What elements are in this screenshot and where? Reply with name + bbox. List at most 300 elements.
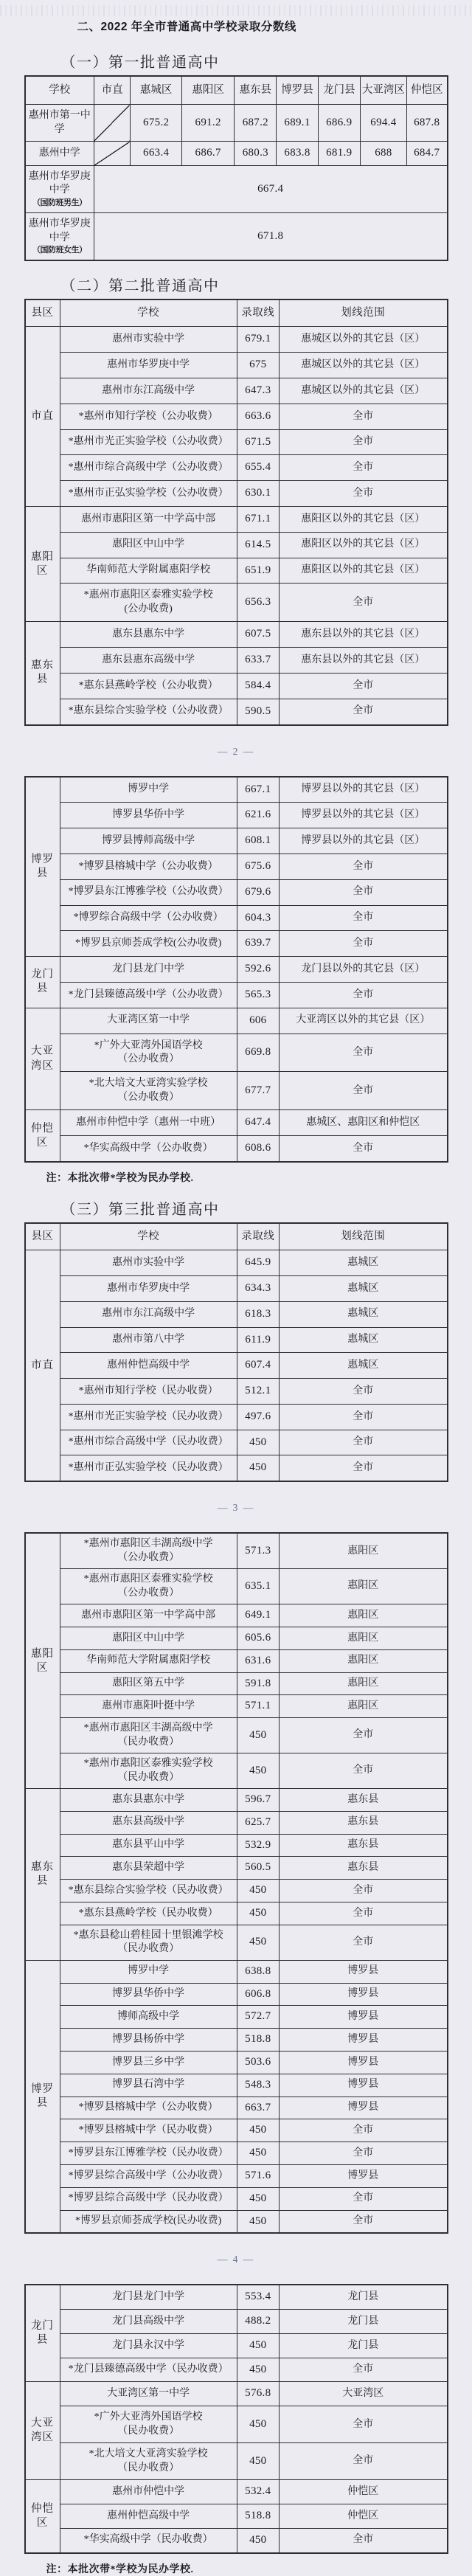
table-row [25, 2142, 448, 2165]
score-cell: 647.3 [237, 378, 279, 404]
column-header: 县区 [25, 1223, 60, 1250]
table-row [25, 854, 448, 879]
score-cell: 633.7 [237, 648, 279, 674]
batch2-note: 注：本批次带*学校为民办学校. [46, 1172, 194, 1184]
score-cell: 671.5 [237, 429, 279, 455]
score-cell: 630.1 [237, 481, 279, 507]
score-cell: 679.6 [237, 879, 279, 905]
table-row [25, 2310, 448, 2334]
score-cell: 572.7 [237, 2006, 279, 2029]
school-cell: *博罗县综合高级中学（民办收费） [60, 2187, 237, 2210]
school-cell: *龙门县臻德高级中学（民办收费） [60, 2358, 237, 2382]
range-cell: 全市 [279, 854, 447, 879]
school-cell: *博罗县榕城中学（公办收费） [60, 854, 237, 879]
school-cell: 惠州市仲恺中学 [60, 2480, 237, 2504]
table-row [25, 327, 448, 353]
school-cell: 惠州市华罗庚中学 （国防班男生） [25, 165, 94, 212]
school-cell: *博罗县京师荟成学校(民办收费) [60, 2210, 237, 2233]
school-cell: 惠州市实验中学 [60, 327, 237, 353]
score-cell: 571.3 [237, 1533, 279, 1568]
range-cell: 惠城区以外的其它县（区） [279, 353, 447, 378]
table-row [25, 777, 448, 803]
school-cell: 龙门县龙门中学 [60, 2285, 237, 2309]
table-row [25, 2164, 448, 2187]
range-cell: 惠阳区 [279, 1533, 447, 1568]
school-cell: *博罗县东江博雅学校（公办收费） [60, 879, 237, 905]
score-cell: 590.5 [237, 699, 279, 724]
school-cell: *广外大亚湾外国语学校 （公办收费） [60, 1033, 237, 1072]
score-cell: 649.1 [237, 1604, 279, 1627]
table-row [25, 1649, 448, 1672]
school-cell: 惠州市华罗庚中学 [60, 353, 237, 378]
score-cell: 663.7 [237, 2097, 279, 2119]
table-row [25, 1430, 448, 1455]
score-cell: 638.8 [237, 1960, 279, 1983]
score-cell: 512.1 [237, 1379, 279, 1405]
score-cell: 571.6 [237, 2164, 279, 2187]
range-cell: 惠城区 [279, 1275, 447, 1301]
range-cell: 惠阳区以外的其它县（区） [279, 532, 447, 558]
school-cell: 博罗县华侨中学 [60, 1983, 237, 2006]
table-row [25, 699, 448, 724]
school-cell: 博罗县三乡中学 [60, 2051, 237, 2074]
range-cell: 大亚湾区 [279, 2382, 447, 2406]
school-cell: 惠州市华罗庚中学 （国防班女生） [25, 213, 94, 261]
score-cell: 663.6 [237, 404, 279, 429]
range-cell: 惠东县 [279, 1834, 447, 1857]
range-cell: 全市 [279, 1136, 447, 1162]
column-header: 惠阳区 [182, 76, 235, 105]
score-cell: 450 [237, 2187, 279, 2210]
table-row [25, 353, 448, 378]
table-row [25, 2480, 448, 2504]
school-cell: 博罗县博师高级中学 [60, 828, 237, 854]
score-cell: 450 [237, 2333, 279, 2358]
school-cell: 惠州市东江高级中学 [60, 378, 237, 404]
county-cell: 市直 [25, 1250, 60, 1482]
score-cell: 596.7 [237, 1789, 279, 1812]
school-cell: *广外大亚湾外国语学校 （民办收费） [60, 2406, 237, 2443]
table-row [25, 2285, 448, 2309]
score-cell: 450 [237, 1902, 279, 1925]
score-cell: 679.1 [237, 327, 279, 353]
range-cell: 惠城区 [279, 1327, 447, 1353]
school-cell: 博罗县华侨中学 [60, 803, 237, 828]
score-cell: 450 [237, 1880, 279, 1902]
school-cell: 惠州市惠阳叶挺中学 [60, 1695, 237, 1718]
school-cell: *龙门县臻德高级中学（公办收费） [60, 982, 237, 1008]
table-row [25, 879, 448, 905]
range-cell: 全市 [279, 1718, 447, 1753]
header-row [25, 76, 448, 105]
school-cell: 惠州中学 [25, 142, 94, 166]
range-cell: 惠阳区以外的其它县（区） [279, 507, 447, 533]
school-cell: *华实高级中学（公办收费） [60, 1136, 237, 1162]
school-cell: 惠州市仲恺中学（惠州一中班） [60, 1110, 237, 1136]
range-cell: 博罗县 [279, 2006, 447, 2029]
score-cell: 592.6 [237, 957, 279, 983]
score-cell: 607.5 [237, 622, 279, 648]
page-number-2: — 2 — [217, 745, 255, 757]
score-cell: 671.1 [237, 507, 279, 533]
table-row [25, 2097, 448, 2119]
table-row [25, 982, 448, 1008]
column-header: 大亚湾区 [360, 76, 406, 105]
school-cell: *惠州市正弘实验学校（民办收费） [60, 1455, 237, 1481]
school-subtitle: （国防班男生） [32, 198, 87, 207]
score-cell: 675 [237, 353, 279, 378]
range-cell: 惠阳区以外的其它县（区） [279, 558, 447, 584]
table-row [25, 2029, 448, 2052]
table-row [25, 2504, 448, 2528]
merged-score-cell: 671.8 [94, 213, 447, 261]
range-cell: 惠阳区 [279, 1649, 447, 1672]
range-cell: 博罗县 [279, 2074, 447, 2097]
county-cell: 惠东县 [25, 622, 60, 725]
county-cell: 大亚湾区 [25, 2382, 60, 2480]
batch3-table-page3 [24, 1532, 448, 2234]
score-cell: 450 [237, 1718, 279, 1753]
column-header: 划线范围 [279, 300, 447, 327]
school-cell: *惠州市惠阳区丰湖高级中学 （公办收费） [60, 1533, 237, 1568]
score-cell: 450 [237, 1753, 279, 1789]
table-row [25, 2406, 448, 2443]
table-row [25, 1811, 448, 1834]
empty-diagonal-cell [94, 142, 130, 166]
range-cell: 全市 [279, 404, 447, 429]
table-row [25, 2006, 448, 2029]
score-cell: 488.2 [237, 2310, 279, 2334]
table-row [25, 532, 448, 558]
table-row [25, 957, 448, 983]
range-cell: 惠城区以外的其它县（区） [279, 327, 447, 353]
school-cell: *北大培文大亚湾实验学校 （民办收费） [60, 2443, 237, 2480]
scan-noise-texture [0, 5, 472, 16]
table-row [25, 1718, 448, 1753]
score-cell: 669.8 [237, 1033, 279, 1072]
range-cell: 博罗县 [279, 2097, 447, 2119]
batch3-table-page2 [24, 1222, 448, 1482]
table-row [25, 673, 448, 699]
merged-score-cell: 667.4 [94, 165, 447, 212]
school-cell: 大亚湾区第一中学 [60, 2382, 237, 2406]
range-cell: 博罗县 [279, 2164, 447, 2187]
table-row [25, 2528, 448, 2552]
school-cell: *北大培文大亚湾实验学校 （公办收费） [60, 1072, 237, 1110]
table-row [25, 2074, 448, 2097]
score-cell: 663.4 [131, 142, 182, 166]
range-cell: 惠城区 [279, 1250, 447, 1276]
range-cell: 全市 [279, 879, 447, 905]
batch3-note: 注：本批次带*学校为民办学校. [46, 2563, 194, 2575]
county-cell: 龙门县 [25, 957, 60, 1008]
school-cell: *博罗县综合高级中学（公办收费） [60, 2164, 237, 2187]
column-header: 龙门县 [318, 76, 360, 105]
school-cell: *惠州市综合高级中学（民办收费） [60, 1430, 237, 1455]
school-cell: *惠州市知行学校（民办收费） [60, 1379, 237, 1405]
score-cell: 691.2 [182, 105, 235, 142]
range-cell: 惠东县以外的其它县（区） [279, 622, 447, 648]
column-header: 仲恺区 [406, 76, 447, 105]
table-row [25, 105, 448, 142]
range-cell: 博罗县以外的其它县（区） [279, 777, 447, 803]
school-cell: 惠东县惠东中学 [60, 1789, 237, 1812]
school-cell: *惠州市综合高级中学（公办收费） [60, 455, 237, 481]
county-cell: 博罗县 [25, 1960, 60, 2233]
score-cell: 689.1 [277, 105, 318, 142]
score-cell: 450 [237, 2358, 279, 2382]
table-row [25, 1301, 448, 1327]
score-cell: 639.7 [237, 931, 279, 957]
table-row [25, 803, 448, 828]
score-cell: 518.8 [237, 2029, 279, 2052]
range-cell: 惠阳区 [279, 1569, 447, 1604]
table-row [25, 828, 448, 854]
school-cell: *惠东县燕岭学校（民办收费） [60, 1902, 237, 1925]
batch2-table-page2 [24, 776, 448, 1163]
school-cell: 华南师范大学附属惠阳学校 [60, 1649, 237, 1672]
score-cell: 591.8 [237, 1672, 279, 1695]
score-cell: 584.4 [237, 673, 279, 699]
range-cell: 全市 [279, 931, 447, 957]
score-cell: 450 [237, 2443, 279, 2480]
page-number-4: — 4 — [217, 2254, 255, 2265]
score-cell: 606 [237, 1008, 279, 1033]
table-row [25, 2333, 448, 2358]
column-header: 市直 [94, 76, 130, 105]
score-cell: 553.4 [237, 2285, 279, 2309]
score-cell: 687.8 [406, 105, 447, 142]
score-cell: 571.1 [237, 1695, 279, 1718]
range-cell: 惠阳区 [279, 1627, 447, 1649]
range-cell: 全市 [279, 1753, 447, 1789]
school-cell: 博罗中学 [60, 777, 237, 803]
table-row [25, 905, 448, 931]
school-cell: *博罗县榕城中学（公办收费） [60, 2097, 237, 2119]
score-cell: 450 [237, 2210, 279, 2233]
table-row [25, 1627, 448, 1649]
score-cell: 647.4 [237, 1110, 279, 1136]
school-cell: 惠东县惠东高级中学 [60, 648, 237, 674]
school-cell: *惠东县综合实验学校（公办收费） [60, 699, 237, 724]
range-cell: 全市 [279, 1902, 447, 1925]
county-cell: 仲恺区 [25, 2480, 60, 2553]
school-cell: *惠州市惠阳区泰雅实验学校 （民办收费） [60, 1753, 237, 1789]
county-cell: 博罗县 [25, 777, 60, 957]
school-cell: 惠州市第一中学 [25, 105, 94, 142]
score-cell: 604.3 [237, 905, 279, 931]
range-cell: 博罗县以外的其它县（区） [279, 828, 447, 854]
range-cell: 惠城区以外的其它县（区） [279, 378, 447, 404]
range-cell: 惠城区、惠阳区和仲恺区 [279, 1110, 447, 1136]
empty-diagonal-cell [94, 105, 130, 142]
table-row [25, 213, 448, 261]
table-row [25, 1753, 448, 1789]
table-row [25, 1569, 448, 1604]
score-cell: 635.1 [237, 1569, 279, 1604]
range-cell: 全市 [279, 2358, 447, 2382]
document-title: 二、2022 年全市普通高中学校录取分数线 [77, 21, 296, 33]
school-cell: 龙门县龙门中学 [60, 957, 237, 983]
range-cell: 博罗县 [279, 2051, 447, 2074]
range-cell: 全市 [279, 1404, 447, 1430]
score-cell: 450 [237, 1430, 279, 1455]
range-cell: 全市 [279, 481, 447, 507]
school-cell: 惠阳区第五中学 [60, 1672, 237, 1695]
school-cell: 惠东县平山中学 [60, 1834, 237, 1857]
score-cell: 686.9 [318, 105, 360, 142]
range-cell: 惠东县 [279, 1857, 447, 1880]
column-header: 录取线 [237, 1223, 279, 1250]
school-cell: *惠东县燕岭学校（公办收费） [60, 673, 237, 699]
school-cell: *惠州市光正实验学校（公办收费） [60, 429, 237, 455]
table-row [25, 1275, 448, 1301]
school-cell: 惠阳区中山中学 [60, 532, 237, 558]
table-row [25, 1008, 448, 1033]
score-cell: 645.9 [237, 1250, 279, 1276]
score-cell: 605.6 [237, 1627, 279, 1649]
county-cell: 大亚湾区 [25, 1008, 60, 1110]
score-cell: 618.3 [237, 1301, 279, 1327]
range-cell: 全市 [279, 1072, 447, 1110]
table-row [25, 2210, 448, 2233]
table-row [25, 1672, 448, 1695]
table-row [25, 622, 448, 648]
range-cell: 龙门县以外的其它县（区） [279, 957, 447, 983]
school-cell: *惠州市正弘实验学校（公办收费） [60, 481, 237, 507]
score-cell: 450 [237, 1925, 279, 1960]
school-cell: *华实高级中学（民办收费） [60, 2528, 237, 2552]
range-cell: 全市 [279, 699, 447, 724]
range-cell: 全市 [279, 1455, 447, 1481]
score-cell: 675.2 [131, 105, 182, 142]
school-cell: 博罗县石湾中学 [60, 2074, 237, 2097]
school-cell: 惠州仲恺高级中学 [60, 2504, 237, 2528]
range-cell: 惠阳区 [279, 1695, 447, 1718]
table-row [25, 1250, 448, 1276]
range-cell: 全市 [279, 1033, 447, 1072]
score-cell: 655.4 [237, 455, 279, 481]
table-row [25, 648, 448, 674]
score-cell: 503.6 [237, 2051, 279, 2074]
range-cell: 全市 [279, 1379, 447, 1405]
score-cell: 450 [237, 2406, 279, 2443]
range-cell: 全市 [279, 1430, 447, 1455]
column-header: 学校 [25, 76, 94, 105]
score-cell: 684.7 [406, 142, 447, 166]
table-row [25, 1072, 448, 1110]
school-cell: 博罗中学 [60, 1960, 237, 1983]
table-row [25, 584, 448, 622]
table-row [25, 1925, 448, 1960]
table-row [25, 1136, 448, 1162]
table-row [25, 1834, 448, 1857]
column-header: 县区 [25, 300, 60, 327]
batch2-table-page1 [24, 299, 448, 725]
school-cell: 博师高级中学 [60, 2006, 237, 2029]
range-cell: 全市 [279, 2210, 447, 2233]
table-row [25, 1533, 448, 1568]
table-row [25, 1033, 448, 1072]
table-row [25, 931, 448, 957]
table-row [25, 1857, 448, 1880]
score-cell: 634.3 [237, 1275, 279, 1301]
score-cell: 675.6 [237, 854, 279, 879]
range-cell: 龙门县 [279, 2285, 447, 2309]
school-cell: 大亚湾区第一中学 [60, 1008, 237, 1033]
score-cell: 608.1 [237, 828, 279, 854]
county-cell: 惠东县 [25, 1789, 60, 1961]
table-row [25, 378, 448, 404]
score-cell: 680.3 [235, 142, 277, 166]
score-cell: 548.3 [237, 2074, 279, 2097]
school-cell: *惠州市惠阳区泰雅实验学校 （公办收费） [60, 1569, 237, 1604]
column-header: 博罗县 [277, 76, 318, 105]
table-row [25, 142, 448, 166]
column-header: 划线范围 [279, 1223, 447, 1250]
batch1-score-table [24, 75, 448, 261]
school-cell: 博罗县杨侨中学 [60, 2029, 237, 2052]
range-cell: 全市 [279, 1880, 447, 1902]
table-row [25, 1379, 448, 1405]
batch3-table-page4 [24, 2284, 448, 2553]
score-cell: 532.4 [237, 2480, 279, 2504]
range-cell: 全市 [279, 1925, 447, 1960]
school-cell: *博罗县东江博雅学校（民办收费） [60, 2142, 237, 2165]
table-row [25, 165, 448, 212]
table-row [25, 1604, 448, 1627]
table-row [25, 404, 448, 429]
table-row [25, 1353, 448, 1379]
school-cell: 惠州市东江高级中学 [60, 1301, 237, 1327]
table-row [25, 1455, 448, 1481]
score-cell: 625.7 [237, 1811, 279, 1834]
score-cell: 450 [237, 2528, 279, 2552]
column-header: 学校 [60, 300, 237, 327]
batch2-heading: （二）第二批普通高中 [60, 278, 220, 295]
score-cell: 677.7 [237, 1072, 279, 1110]
range-cell: 龙门县 [279, 2310, 447, 2334]
score-cell: 450 [237, 2142, 279, 2165]
score-cell: 656.3 [237, 584, 279, 622]
table-row [25, 2051, 448, 2074]
table-row [25, 2187, 448, 2210]
table-row [25, 1789, 448, 1812]
range-cell: 全市 [279, 2187, 447, 2210]
table-row [25, 2119, 448, 2142]
county-cell: 惠阳区 [25, 507, 60, 622]
score-cell: 681.9 [318, 142, 360, 166]
range-cell: 博罗县 [279, 2029, 447, 2052]
column-header: 学校 [60, 1223, 237, 1250]
school-cell: 惠阳区中山中学 [60, 1627, 237, 1649]
table-row [25, 429, 448, 455]
range-cell: 全市 [279, 429, 447, 455]
range-cell: 全市 [279, 2443, 447, 2480]
school-cell: 惠州仲恺高级中学 [60, 1353, 237, 1379]
score-cell: 450 [237, 1455, 279, 1481]
table-row [25, 455, 448, 481]
score-cell: 450 [237, 2119, 279, 2142]
table-row [25, 1960, 448, 1983]
range-cell: 全市 [279, 455, 447, 481]
score-cell: 687.2 [235, 105, 277, 142]
range-cell: 全市 [279, 2406, 447, 2443]
header-row [25, 300, 448, 327]
range-cell: 全市 [279, 2528, 447, 2552]
range-cell: 仲恺区 [279, 2480, 447, 2504]
school-cell: 惠州市华罗庚中学 [60, 1275, 237, 1301]
